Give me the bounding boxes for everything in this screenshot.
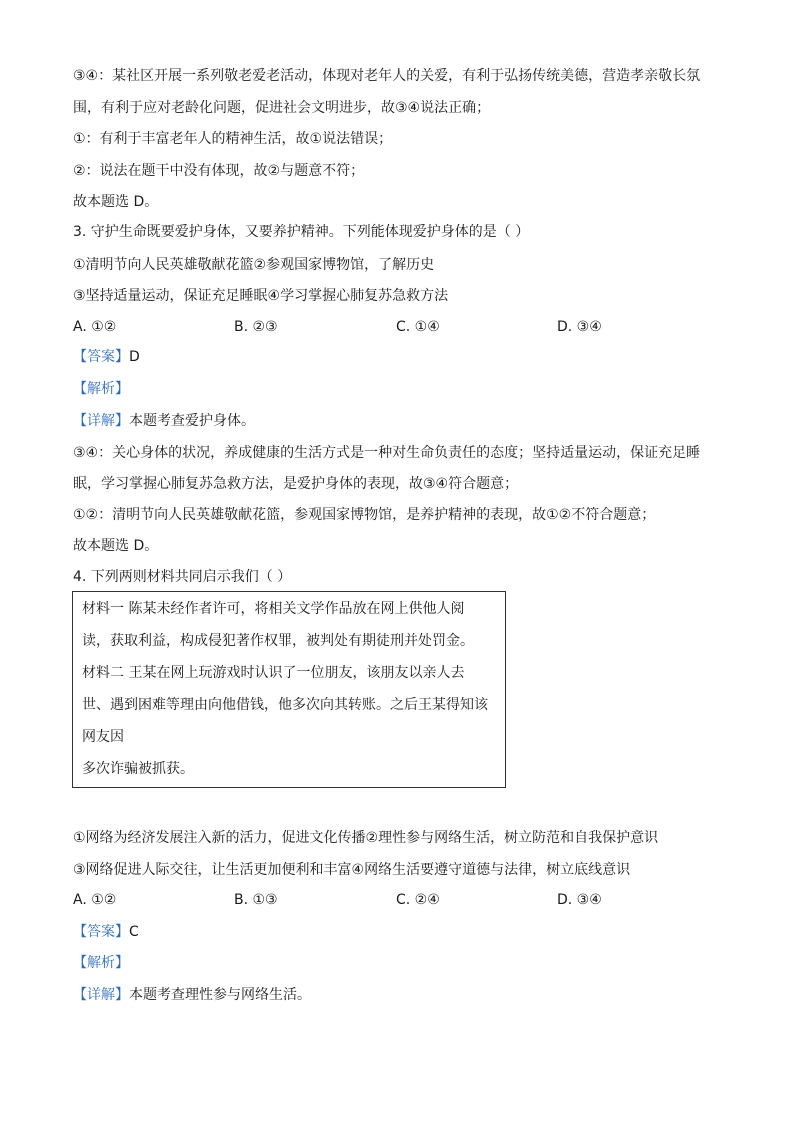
- question-3-detail: [73, 411, 255, 431]
- explanation-line: ②：说法在题干中没有体现，故②与题意不符；: [73, 163, 365, 179]
- question-4-analysis-tag: [73, 953, 129, 973]
- question-4-statement: ①网络为经济发展注入新的活力，促进文化传播②理性参与网络生活，树立防范和自我保护意识: [73, 830, 659, 846]
- material-line: 读，获取利益，构成侵犯著作权罪，被判处有期徒刑并处罚金。: [82, 633, 474, 649]
- answer-value: C: [129, 924, 139, 940]
- question-4-option-d: D. ③④: [557, 892, 602, 908]
- material-box: [72, 591, 506, 788]
- answer-value: D: [129, 349, 140, 365]
- question-3-option-a: A. ①②: [73, 319, 117, 335]
- material-line: 材料一 陈某未经作者许可，将相关文学作品放在网上供他人阅: [82, 601, 465, 617]
- conclusion-line: 故本题选 D。: [73, 194, 159, 210]
- detail-text: 本题考查爱护身体。: [129, 413, 255, 429]
- detail-tag: 【详解】: [73, 413, 129, 429]
- question-3-option-d: D. ③④: [557, 319, 602, 335]
- question-3-answer: [73, 347, 140, 367]
- question-3-option-b: B. ②③: [234, 319, 278, 335]
- answer-tag: 【答案】: [73, 349, 129, 365]
- question-4-answer: [73, 922, 139, 942]
- question-3-stem: 3. 守护生命既要爱护身体，又要养护精神。下列能体现爱护身体的是（ ）: [73, 224, 530, 240]
- question-3-explanation-line: 眠，学习掌握心肺复苏急救方法，是爱护身体的表现，故③④符合题意；: [73, 476, 519, 492]
- question-3-statement: ①清明节向人民英雄敬献花篮②参观国家博物馆，了解历史: [73, 257, 435, 273]
- explanation-line: 围，有利于应对老龄化问题，促进社会文明进步，故③④说法正确；: [73, 100, 491, 116]
- question-4-stem: 4. 下列两则材料共同启示我们（ ）: [73, 569, 292, 585]
- material-line: 材料二 王某在网上玩游戏时认识了一位朋友，该朋友以亲人去: [82, 665, 465, 681]
- question-4-option-c: C. ②④: [396, 892, 440, 908]
- answer-tag: 【答案】: [73, 924, 129, 940]
- question-4-detail: [73, 985, 311, 1005]
- explanation-line: ①：有利于丰富老年人的精神生活，故①说法错误；: [73, 131, 393, 147]
- question-3-explanation-line: ③④：关心身体的状况，养成健康的生活方式是一种对生命负责任的态度；坚持适量运动，保证充足睡: [73, 445, 701, 461]
- question-3-analysis-tag: [73, 379, 129, 399]
- material-line: 多次诈骗被抓获。: [82, 761, 194, 777]
- detail-text: 本题考查理性参与网络生活。: [129, 987, 311, 1003]
- explanation-line: ③④：某社区开展一系列敬老爱老活动，体现对老年人的关爱，有利于弘扬传统美德，营造孝亲敬长氛: [73, 68, 701, 84]
- material-line: 世、遇到困难等理由向他借钱，他多次向其转账。之后王某得知该: [82, 697, 488, 713]
- analysis-tag: 【解析】: [73, 381, 129, 397]
- material-line: 网友因: [82, 729, 124, 745]
- question-4-option-a: A. ①②: [73, 892, 117, 908]
- question-3-option-c: C. ①④: [396, 319, 440, 335]
- detail-tag: 【详解】: [73, 987, 129, 1003]
- analysis-tag: 【解析】: [73, 955, 129, 971]
- question-3-explanation-line: ①②：清明节向人民英雄敬献花篮，参观国家博物馆，是养护精神的表现，故①②不符合题意；: [73, 507, 656, 523]
- question-4-option-b: B. ①③: [234, 892, 278, 908]
- question-4-statement: ③网络促进人际交往，让生活更加便利和丰富④网络生活要遵守道德与法律，树立底线意识: [73, 862, 631, 878]
- question-3-statement: ③坚持适量运动，保证充足睡眠④学习掌握心肺复苏急救方法: [73, 288, 449, 304]
- question-3-conclusion: 故本题选 D。: [73, 538, 159, 554]
